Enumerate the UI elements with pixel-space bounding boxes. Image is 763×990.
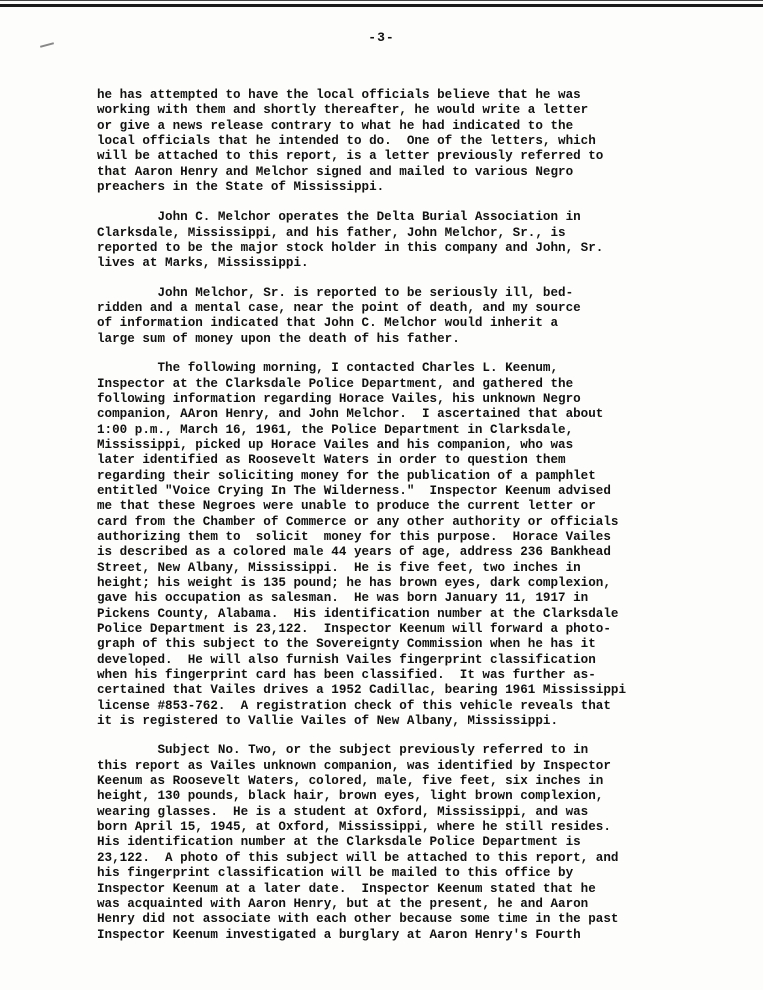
paragraph [97, 286, 727, 347]
text-line: Clarksdale, Mississippi, and his father, John Melchor, Sr., is [97, 225, 566, 240]
text-line: large sum of money upon the death of his father. [97, 331, 460, 346]
text-line: Inspector Keenum at a later date. Inspector Keenum stated that he [97, 881, 596, 896]
text-line: gave his occupation as salesman. He was born January 11, 1917 in [97, 591, 589, 606]
text-line: local officials that he intended to do. One of the letters, which [97, 134, 596, 149]
text-line: Police Department is 23,122. Inspector Keenum will forward a photo- [97, 622, 611, 636]
text-line: that Aaron Henry and Melchor signed and mailed to various Negro [97, 164, 574, 179]
text-line: graph of this subject to the Sovereignty Commission when he has it [97, 637, 596, 652]
text-line: is described as a colored male 44 years of age, address 236 Bankhead [97, 545, 611, 560]
text-line: height; his weight is 135 pound; he has brown eyes, dark complexion, [97, 575, 611, 590]
text-line: he has attempted to have the local officials believe that he was [97, 88, 581, 102]
text-line: regarding their soliciting money for the publication of a pamphlet [97, 468, 596, 483]
text-line: was acquainted with Aaron Henry, but at the present, he and Aaron [97, 896, 589, 911]
text-line: card from the Chamber of Commerce or any other authority or officials [97, 514, 619, 529]
top-edge-line [0, 0, 763, 1]
text-line: entitled "Voice Crying In The Wilderness." Inspector Keenum advised [97, 483, 611, 498]
text-line: ridden and a mental case, near the point of death, and my source [97, 301, 581, 316]
text-line: reported to be the major stock holder in this company and John, Sr. [97, 241, 604, 256]
text-line: Pickens County, Alabama. His identification number at the Clarksdale [97, 606, 619, 621]
page-number: -3- [368, 30, 395, 45]
text-line: following information regarding Horace Vailes, his unknown Negro [97, 391, 581, 406]
paragraph [97, 210, 727, 271]
paragraph [97, 361, 727, 729]
text-line: later identified as Roosevelt Waters in order to question them [97, 453, 566, 468]
text-line: his fingerprint classification will be mailed to this office by [97, 866, 574, 881]
report-body [97, 88, 727, 957]
text-line: certained that Vailes drives a 1952 Cadillac, bearing 1961 Mississippi [97, 683, 627, 698]
text-line: 23,122. A photo of this subject will be attached to this report, and [97, 850, 619, 865]
text-line: Street, New Albany, Mississippi. He is five feet, two inches in [97, 560, 581, 575]
text-line: 1:00 p.m., March 16, 1961, the Police Department in Clarksdale, [97, 422, 574, 437]
text-line: authorizing them to solicit money for this purpose. Horace Vailes [97, 529, 611, 544]
text-line: developed. He will also furnish Vailes fingerprint classification [97, 652, 596, 667]
text-line: John Melchor, Sr. is reported to be seriously ill, bed- [97, 285, 574, 300]
paragraph [97, 88, 727, 195]
text-line: Mississippi, picked up Horace Vailes and his companion, who was [97, 437, 574, 452]
text-line: this report as Vailes unknown companion, was identified by Inspector [97, 758, 611, 773]
text-line: companion, AAron Henry, and John Melchor. I ascertained that about [97, 407, 604, 422]
text-line: Inspector Keenum investigated a burglary at Aaron Henry's Fourth [97, 927, 581, 942]
text-line: Keenum as Roosevelt Waters, colored, male, five feet, six inches in [97, 774, 604, 789]
text-line: born April 15, 1945, at Oxford, Mississippi, where he still resides. [97, 820, 611, 835]
text-line: John C. Melchor operates the Delta Burial Association in [97, 210, 581, 225]
text-line: wearing glasses. He is a student at Oxford, Mississippi, and was [97, 804, 589, 819]
text-line: me that these Negroes were unable to produce the current letter or [97, 499, 596, 514]
top-border-rule [0, 4, 763, 7]
text-line: Inspector at the Clarksdale Police Department, and gathered the [97, 376, 574, 391]
text-line: of information indicated that John C. Melchor would inherit a [97, 316, 559, 331]
text-line: lives at Marks, Mississippi. [97, 256, 309, 271]
paragraph [97, 743, 727, 942]
text-line: or give a news release contrary to what he had indicated to the [97, 118, 574, 133]
text-line: The following morning, I contacted Charles L. Keenum, [97, 361, 559, 376]
text-line: Henry did not associate with each other because some time in the past [97, 912, 619, 927]
text-line: license #853-762. A registration check of this vehicle reveals that [97, 698, 611, 713]
text-line: Subject No. Two, or the subject previously referred to in [97, 743, 589, 758]
text-line: height, 130 pounds, black hair, brown eyes, light brown complexion, [97, 789, 604, 804]
text-line: it is registered to Vallie Vailes of New Albany, Mississippi. [97, 714, 559, 729]
text-line: His identification number at the Clarksdale Police Department is [97, 835, 581, 850]
text-line: when his fingerprint card has been classified. It was further as- [97, 668, 596, 683]
text-line: preachers in the State of Mississippi. [97, 180, 385, 195]
text-line: will be attached to this report, is a letter previously referred to [97, 149, 604, 164]
text-line: working with them and shortly thereafter, he would write a letter [97, 103, 589, 118]
